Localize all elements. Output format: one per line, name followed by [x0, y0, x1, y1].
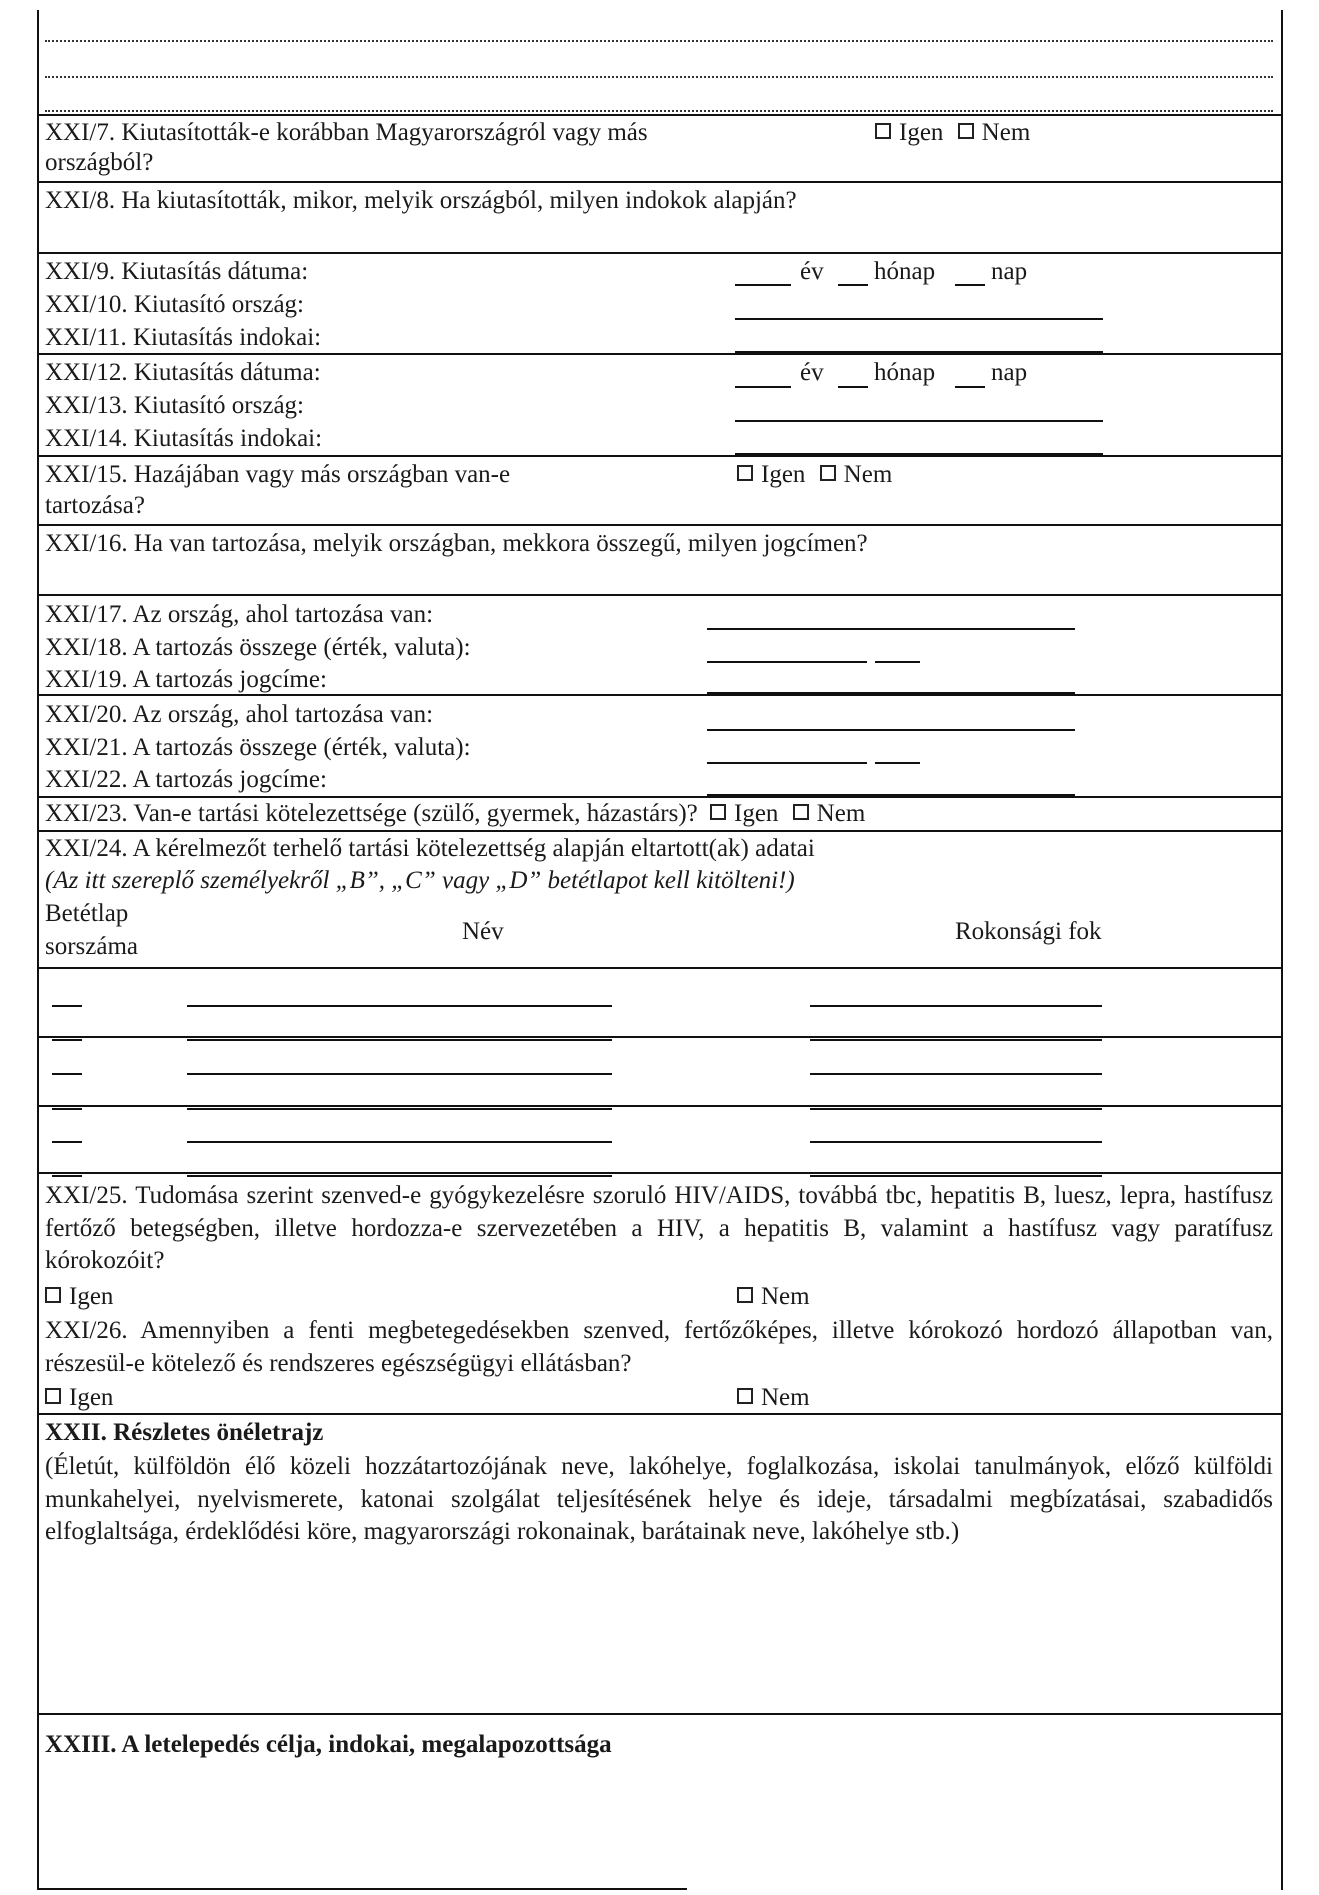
q15-no-checkbox[interactable] — [820, 465, 836, 481]
q12-nap: nap — [991, 359, 1028, 386]
row-divider — [37, 455, 1283, 457]
q9-year-field[interactable] — [735, 284, 791, 286]
dependent-1-number-field[interactable] — [52, 1005, 82, 1007]
q15-yes-checkbox[interactable] — [737, 465, 753, 481]
q26-text: XXI/26. Amennyiben a fenti megbetegedésekben szenved, fertőzőképes, illetve kórokozó hordozó állapotban van, részesül-e kötelező és rendszeres egészségügyi ellátásban? — [45, 1317, 1273, 1377]
q24-note: (Az itt szereplő személyekről „B”, „C” vagy „D” betétlapot kell kitölteni!) — [45, 867, 795, 894]
q24-col-nev: Név — [462, 918, 504, 945]
q15-no-label: Nem — [843, 461, 893, 488]
q7-no-label: Nem — [981, 119, 1031, 146]
q12-honap: hónap — [874, 359, 936, 386]
dependent-1-name-field[interactable] — [187, 1005, 612, 1007]
q15-label: XXI/15. Hazájában vagy más országban van-e — [45, 461, 511, 488]
q11-field[interactable] — [735, 351, 1103, 353]
q24-col-rokonsagi-fok: Rokonsági fok — [955, 918, 1102, 945]
left-border — [37, 10, 39, 1890]
row-divider — [37, 353, 1283, 355]
row-divider — [37, 181, 1283, 183]
q23-no-label: Nem — [816, 800, 866, 827]
q26-yes-option — [45, 1383, 113, 1413]
q18-amount-field[interactable] — [707, 661, 867, 663]
row-divider — [37, 114, 1283, 116]
q16-label: XXI/16. Ha van tartozása, melyik országban, mekkora összegű, milyen jogcímen? — [45, 530, 868, 557]
q15-label-cont: tartozása? — [45, 492, 145, 519]
section-xxiii-title: XXIII. A letelepedés célja, indokai, megalapozottsága — [45, 1731, 612, 1758]
dependent-3-name-field[interactable] — [187, 1141, 612, 1143]
q25-no-checkbox[interactable] — [737, 1287, 753, 1303]
q7-no-checkbox[interactable] — [958, 123, 974, 139]
row-divider — [37, 1413, 1283, 1415]
q9-honap: hónap — [874, 258, 936, 285]
dependent-1-relation-field[interactable] — [810, 1005, 1102, 1007]
q23-question: XXI/23. Van-e tartási kötelezettsége (szülő, gyermek, házastárs)? — [45, 800, 698, 827]
q25-no-option — [737, 1282, 810, 1312]
row-divider — [37, 1713, 1283, 1715]
row-divider — [37, 252, 1283, 254]
q9-nap: nap — [991, 258, 1028, 285]
q13-label: XXI/13. Kiutasító ország: — [45, 392, 304, 419]
row-divider — [37, 967, 1283, 969]
q12-label: XXI/12. Kiutasítás dátuma: — [45, 359, 321, 386]
q26-no-checkbox[interactable] — [737, 1388, 753, 1404]
dependent-2-relation-field[interactable] — [810, 1073, 1102, 1075]
row-divider — [37, 1105, 1283, 1107]
q7-yes-checkbox[interactable] — [875, 123, 891, 139]
q12-day-field[interactable] — [955, 386, 985, 388]
q13-field[interactable] — [735, 420, 1103, 422]
q7-options — [875, 118, 1030, 148]
answer-dotted-line[interactable] — [45, 110, 1273, 112]
q24-label: XXI/24. A kérelmezőt terhelő tartási kötelezettség alapján eltartott(ak) adatai — [45, 835, 815, 862]
q21-label: XXI/21. A tartozás összege (érték, valuta): — [45, 734, 471, 761]
q7-label-cont: országból? — [45, 149, 154, 176]
q9-day-field[interactable] — [955, 284, 985, 286]
q11-label: XXI/11. Kiutasítás indokai: — [45, 324, 322, 351]
q21-amount-field[interactable] — [707, 762, 867, 764]
q12-year-field[interactable] — [735, 386, 791, 388]
section-xxiii-answer-area[interactable] — [40, 1770, 1280, 1885]
q21-currency-field[interactable] — [875, 762, 920, 764]
dependent-1-number-line2 — [52, 1039, 82, 1041]
dependent-2-number-field[interactable] — [52, 1073, 82, 1075]
q23-no-checkbox[interactable] — [793, 804, 809, 820]
q25-yes-option — [45, 1282, 113, 1312]
q23-label — [45, 799, 865, 829]
section-xxii-title: XXII. Részletes önéletrajz — [45, 1419, 324, 1446]
answer-dotted-line[interactable] — [45, 40, 1273, 42]
dependent-3-number-field[interactable] — [52, 1141, 82, 1143]
q9-label: XXI/9. Kiutasítás dátuma: — [45, 258, 309, 285]
dependent-1-name-line2 — [187, 1039, 612, 1041]
q8-label: XXI/8. Ha kiutasították, mikor, melyik országból, milyen indokok alapján? — [45, 187, 797, 214]
row-divider — [37, 796, 1283, 798]
q20-field[interactable] — [707, 729, 1075, 731]
dependent-3-relation-line2 — [810, 1175, 1102, 1177]
q23-yes-checkbox[interactable] — [710, 804, 726, 820]
dependent-3-number-line2 — [52, 1175, 82, 1177]
q18-label: XXI/18. A tartozás összege (érték, valuta): — [45, 634, 471, 661]
q22-label: XXI/22. A tartozás jogcíme: — [45, 766, 327, 793]
q7-label: XXI/7. Kiutasították-e korábban Magyarországról vagy más — [45, 119, 648, 146]
q19-label: XXI/19. A tartozás jogcíme: — [45, 666, 327, 693]
q9-month-field[interactable] — [838, 284, 868, 286]
q12-month-field[interactable] — [838, 386, 868, 388]
q25-yes-checkbox[interactable] — [45, 1287, 61, 1303]
row-divider — [37, 594, 1283, 596]
right-border — [1281, 10, 1283, 1890]
q26-no-option — [737, 1383, 810, 1413]
row-divider — [37, 524, 1283, 526]
q14-field[interactable] — [735, 453, 1103, 455]
row-divider — [37, 830, 1283, 832]
q14-label: XXI/14. Kiutasítás indokai: — [45, 425, 323, 452]
q17-field[interactable] — [707, 628, 1075, 630]
q15-yes-label: Igen — [761, 461, 806, 488]
q10-label: XXI/10. Kiutasító ország: — [45, 291, 304, 318]
dependent-3-relation-field[interactable] — [810, 1141, 1102, 1143]
q26-no-label: Nem — [761, 1384, 810, 1411]
q25-no-label: Nem — [761, 1283, 810, 1310]
section-xxii-answer-area[interactable] — [40, 1590, 1280, 1710]
q15-options — [737, 460, 892, 490]
q24-col-sorszam-1: Betétlap — [45, 900, 129, 927]
q10-field[interactable] — [735, 318, 1103, 320]
q23-yes-label: Igen — [734, 800, 779, 827]
q25-yes-label: Igen — [69, 1283, 114, 1310]
q26-yes-label: Igen — [69, 1384, 114, 1411]
dependent-2-relation-line2 — [810, 1108, 1102, 1110]
q24-col-sorszam-2: sorszáma — [45, 933, 139, 960]
bottom-partial-line — [37, 1888, 687, 1890]
dependent-2-number-line2 — [52, 1108, 82, 1110]
dependent-1-relation-line2 — [810, 1039, 1102, 1041]
q22-field[interactable] — [707, 794, 1075, 796]
section-xxii-instructions: (Életút, külföldön élő közeli hozzátartozójának neve, lakóhelye, foglalkozása, iskolai tanulmányok, előző külföldi munkahelyei, nyelvismerete, katonai szolgálat teljesítésének helye és ideje, társadalmi megbízatásai, szabadidős elfoglaltsága, érdeklődési köre, magyarországi rokonainak, barátainak neve, lakóhelye stb.) — [45, 1453, 1273, 1545]
q7-yes-label: Igen — [899, 119, 944, 146]
q17-label: XXI/17. Az ország, ahol tartozása van: — [45, 601, 434, 628]
row-divider — [37, 1036, 1283, 1038]
q19-field[interactable] — [707, 692, 1075, 694]
dependent-2-name-field[interactable] — [187, 1073, 612, 1075]
q20-label: XXI/20. Az ország, ahol tartozása van: — [45, 701, 434, 728]
q25-text: XXI/25. Tudomása szerint szenved-e gyógykezelésre szoruló HIV/AIDS, továbbá tbc, hepatitis B, luesz, lepra, hastífusz fertőző betegségben, illetve hordozza-e szervezetében a HIV, a hepatitis B, valamint a hastífusz vagy paratífusz kórokozóit? — [45, 1182, 1273, 1274]
answer-dotted-line[interactable] — [45, 76, 1273, 78]
q26-yes-checkbox[interactable] — [45, 1388, 61, 1404]
q18-currency-field[interactable] — [875, 661, 920, 663]
row-divider — [37, 1172, 1283, 1174]
dependent-2-name-line2 — [187, 1108, 612, 1110]
dependent-3-name-line2 — [187, 1175, 612, 1177]
q12-ev: év — [800, 359, 824, 386]
q9-ev: év — [800, 258, 824, 285]
